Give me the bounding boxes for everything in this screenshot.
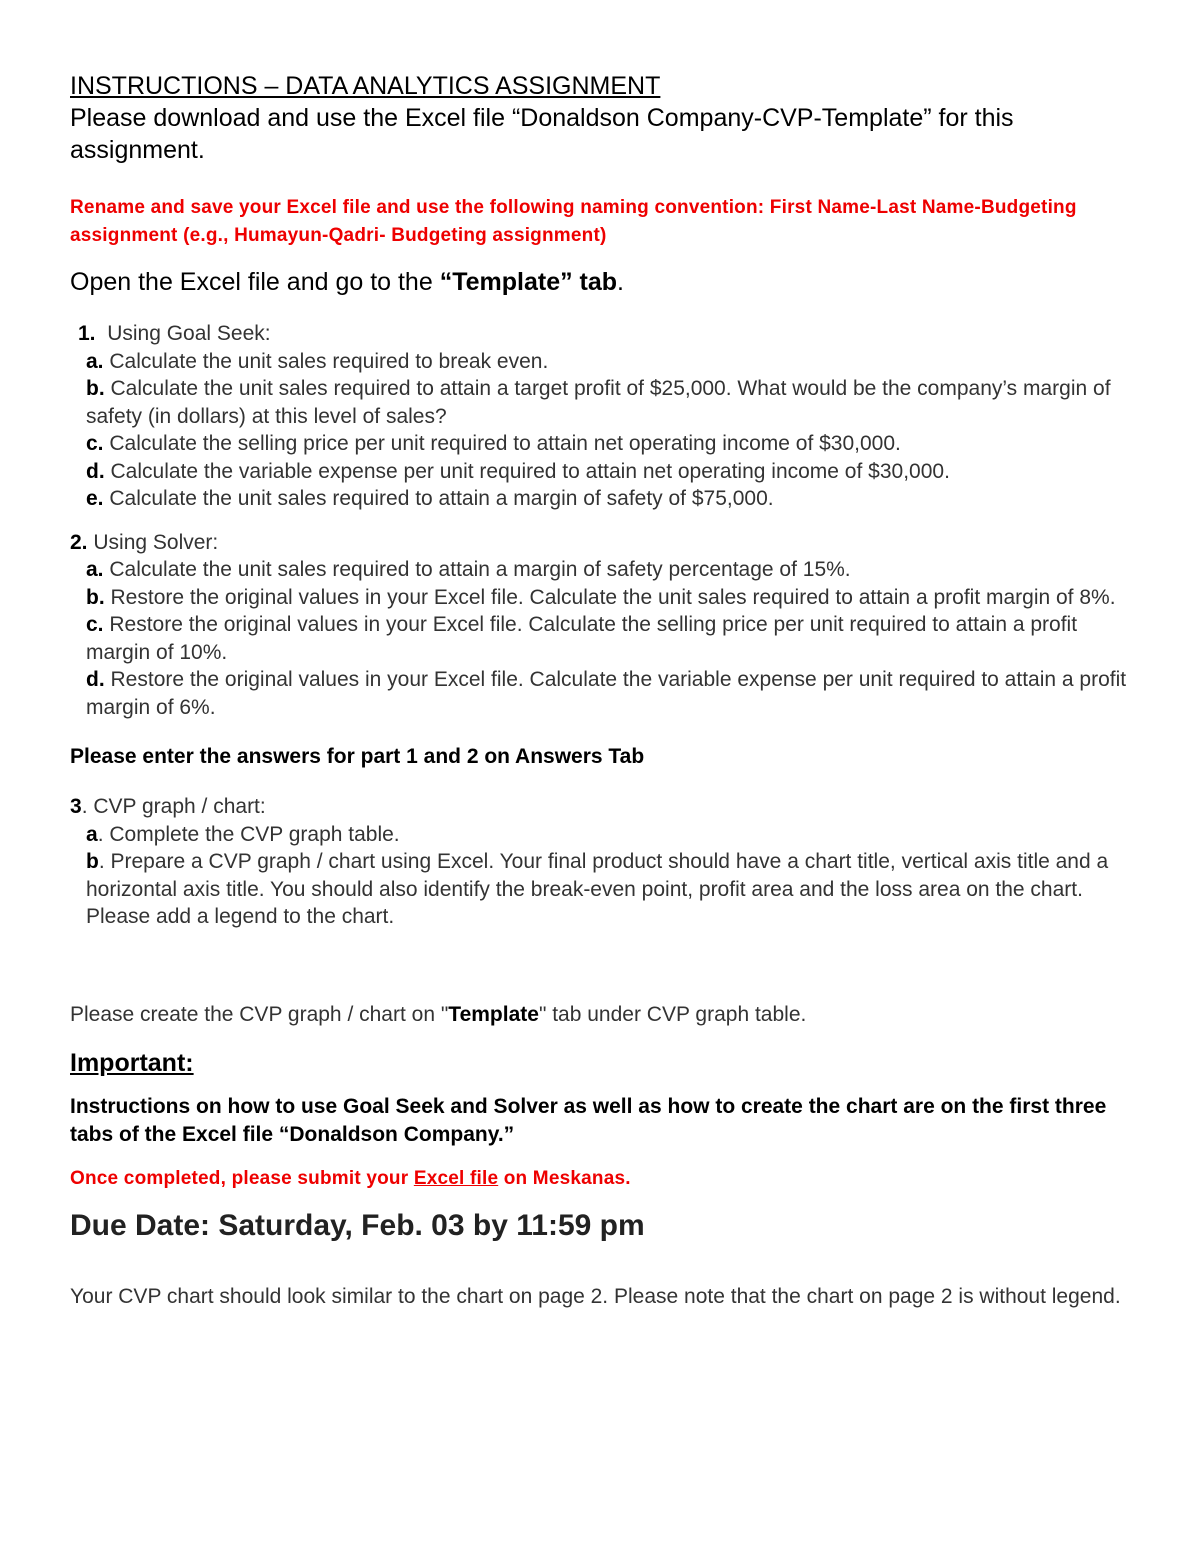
item-letter: c.: [86, 432, 104, 455]
document-page: [70, 70, 1135, 1311]
list-item: [70, 348, 1135, 376]
open-line-suffix: .: [617, 268, 624, 296]
list-item: [70, 556, 1135, 584]
list-item: [70, 666, 1135, 721]
section-heading-text: . CVP graph / chart:: [81, 795, 266, 818]
item-letter: e.: [86, 487, 104, 510]
open-line-prefix: Open the Excel file and go to the: [70, 268, 440, 296]
item-text: Calculate the variable expense per unit required to attain net operating income of $30,000.: [110, 459, 950, 483]
excel-file-link[interactable]: Excel file: [413, 1167, 499, 1189]
item-letter: b: [86, 850, 99, 873]
section-number: 3: [70, 795, 82, 818]
important-heading: Important:: [70, 1048, 194, 1077]
list-item: [70, 584, 1135, 612]
submit-instruction: [70, 1165, 1135, 1193]
list-item: [70, 611, 1135, 666]
item-text: Restore the original values in your Excel file. Calculate the variable expense per unit required to attain a profit margin of 6%.: [86, 668, 1127, 719]
template-tab-name: “Template” tab: [439, 268, 618, 296]
item-text: Calculate the unit sales required to attain a margin of safety percentage of 15%.: [109, 558, 851, 581]
answers-tab-note: Please enter the answers for part 1 and 2 on Answers Tab: [70, 745, 645, 768]
item-letter: d.: [86, 668, 105, 691]
item-text: Calculate the selling price per unit required to attain net operating income of $30,000.: [109, 432, 901, 455]
item-text: Calculate the unit sales required to break even.: [109, 349, 549, 373]
item-letter: c.: [86, 613, 104, 636]
item-text: . Prepare a CVP graph / chart using Excel. Your final product should have a chart title, vertical axis title and a horizontal axis title. You should also identify the break-even point, profit area and the loss area on the chart. Please add a legend to the chart.: [86, 850, 1109, 928]
section-number: 2.: [70, 530, 88, 554]
item-letter: b.: [86, 377, 105, 400]
section-goal-seek: [70, 320, 1135, 513]
list-item: [70, 821, 1135, 849]
create-line-suffix: " tab under CVP graph table.: [538, 1002, 807, 1026]
open-file-instruction: [70, 266, 1135, 298]
item-text: Calculate the unit sales required to attain a target profit of $25,000. What would be the company’s margin of safety (in dollars) at this level of sales?: [86, 377, 1111, 428]
create-line-prefix: Please create the CVP graph / chart on ": [70, 1002, 449, 1026]
list-item: [70, 430, 1135, 458]
item-text: Restore the original values in your Excel file. Calculate the unit sales required to attain a profit margin of 8%.: [110, 585, 1116, 609]
rename-instructions: Rename and save your Excel file and use the following naming convention: First Name-Last Name-Budgeting assignment (e.g., Humayun-Qadri- Budgeting assignment): [70, 197, 1077, 246]
submit-prefix: Once completed, please submit your: [70, 1167, 414, 1189]
section-heading: [70, 529, 1135, 557]
section-heading: [70, 320, 1135, 348]
section-heading-text: Using Solver:: [93, 530, 219, 554]
due-date: Due Date: Saturday, Feb. 03 by 11:59 pm: [70, 1208, 645, 1242]
list-item: [70, 848, 1135, 931]
item-letter: b.: [86, 585, 105, 609]
section-solver: [70, 529, 1135, 722]
intro-paragraph: Please download and use the Excel file “Donaldson Company-CVP-Template” for this assignment.: [70, 104, 1014, 164]
submit-suffix: on Meskanas.: [498, 1167, 631, 1189]
chart-similarity-note: Your CVP chart should look similar to the chart on page 2. Please note that the chart on page 2 is without legend.: [70, 1284, 1121, 1308]
list-item: [70, 375, 1135, 430]
create-chart-instruction: [70, 1001, 1135, 1029]
instructions-location-note: Instructions on how to use Goal Seek and Solver as well as how to create the chart are on the first three tabs of the Excel file “Donaldson Company.”: [70, 1094, 1107, 1146]
section-heading-text: Using Goal Seek:: [107, 322, 271, 345]
page-title: INSTRUCTIONS – DATA ANALYTICS ASSIGNMENT: [70, 72, 661, 100]
item-text: Calculate the unit sales required to attain a margin of safety of $75,000.: [109, 487, 774, 510]
item-letter: a.: [86, 349, 104, 373]
section-heading: [70, 793, 1135, 821]
item-letter: d.: [86, 459, 105, 483]
item-letter: a.: [86, 558, 104, 581]
section-cvp-graph: [70, 793, 1135, 931]
list-item: [70, 485, 1135, 513]
item-text: Restore the original values in your Excel file. Calculate the selling price per unit required to attain a profit margin of 10%.: [86, 613, 1078, 664]
item-letter: a: [86, 822, 98, 846]
template-tab-label: Template: [448, 1002, 539, 1026]
item-text: . Complete the CVP graph table.: [97, 822, 400, 846]
list-item: [70, 458, 1135, 486]
section-number: 1.: [78, 322, 96, 345]
